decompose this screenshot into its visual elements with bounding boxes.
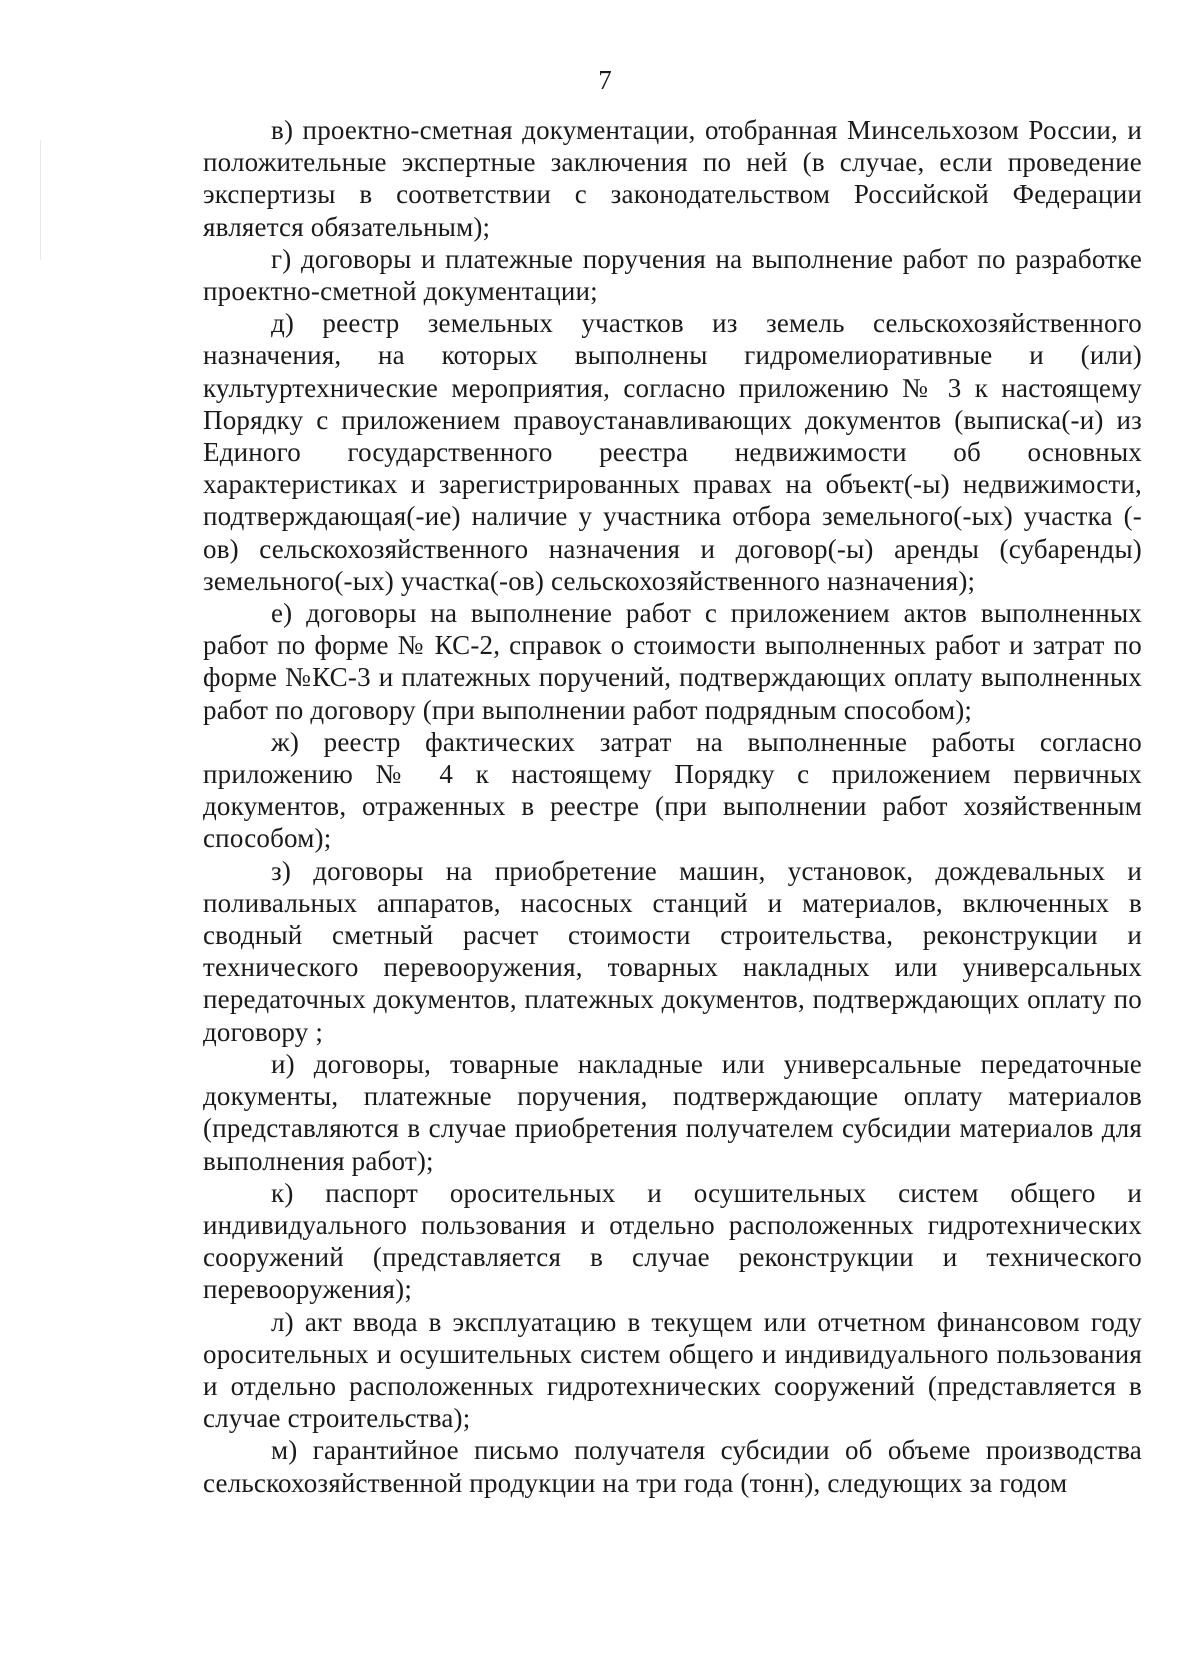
page-number: 7 — [598, 65, 612, 95]
list-item-k: к) паспорт оросительных и осушительных систем общего и индивидуального пользования и отдельно расположенных гидротехнических сооружений (представляется в случае реконструкции и технического перевооружения); — [203, 1177, 1142, 1305]
list-item-e: е) договоры на выполнение работ с приложением актов выполненных работ по форме № КС-2, справок о стоимости выполненных работ и затрат по форме №КС-3 и платежных поручений, подтверждающих оплату выполненных работ по договору (при выполнении работ подрядным способом); — [203, 598, 1142, 725]
list-item-g: г) договоры и платежные поручения на выполнение работ по разработке проектно-сметной документации; — [203, 243, 1142, 307]
scan-binding-mark — [40, 140, 41, 260]
list-item-d: д) реестр земельных участков из земель сельскохозяйственного назначения, на которых выполнены гидромелиоративные и (или) культуртехнические мероприятия, согласно приложению № 3 к настоящему Порядку с приложением правоустанавливающих документов (выписка(-и) из Единого государственного реестра недвижимости об основных характеристиках и зарегистрированных правах на объект(-ы) недвижимости, подтверждающая(-ие) наличие у участника отбора земельного(-ых) участка (-ов) сельскохозяйственного назначения и договор(-ы) аренды (субаренды) земельного(-ых) участка(-ов) сельскохозяйственного назначения); — [203, 308, 1142, 596]
list-item-m: м) гарантийное письмо получателя субсидии об объеме производства сельскохозяйственной продукции на три года (тонн), следующих за годом — [203, 1435, 1142, 1498]
list-item-zh: ж) реестр фактических затрат на выполненные работы согласно приложению № 4 к настоящему Порядку с приложением первичных документов, отраженных в реестре (при выполнении работ хозяйственным способом); — [203, 726, 1142, 854]
list-item-l: л) акт ввода в эксплуатацию в текущем или отчетном финансовом году оросительных и осушительных систем общего и индивидуального пользования и отдельно расположенных гидротехнических сооружений (представляется в случае строительства); — [203, 1306, 1142, 1434]
document-body — [203, 114, 1142, 1499]
list-item-z: з) договоры на приобретение машин, установок, дождевальных и поливальных аппаратов, насосных станций и материалов, включенных в сводный сметный расчет стоимости строительства, реконструкции и технического перевооружения, товарных накладных или универсальных передаточных документов, платежных документов, подтверждающих оплату по договору ; — [203, 855, 1142, 1047]
list-item-i: и) договоры, товарные накладные или универсальные передаточные документы, платежные поручения, подтверждающие оплату материалов (представляются в случае приобретения получателем субсидии материалов для выполнения работ); — [203, 1048, 1142, 1176]
list-item-v: в) проектно-сметная документации, отобранная Минсельхозом России, и положительные экспертные заключения по ней (в случае, если проведение экспертизы в соответствии с законодательством Российской Федерации является обязательным); — [203, 115, 1142, 242]
